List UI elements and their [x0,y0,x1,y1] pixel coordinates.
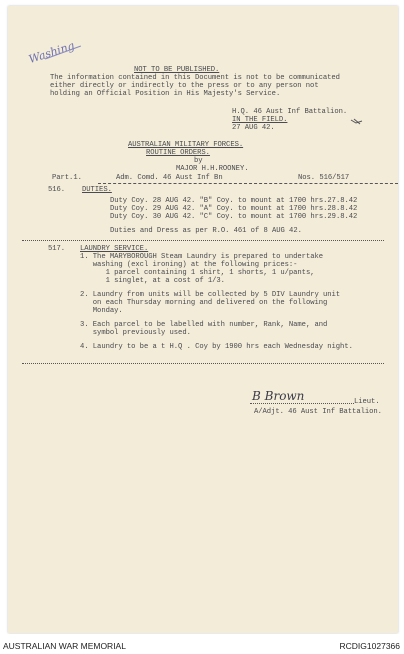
laundry-line-6: on each Thursday morning and delivered on the following [80,299,328,307]
laundry-line-5: 2. Laundry from units will be collected by 5 DIV Laundry unit [80,291,341,299]
signature-rule [250,403,354,404]
signature-role: A/Adjt. 46 Aust Inf Battalion. [254,408,382,416]
laundry-line-2: washing (excl ironing) at the following prices:- [80,261,298,269]
document-page [8,6,398,633]
duty-line-3: Duty Coy. 30 AUG 42. "C" Coy. to mount at 1700 hrs.29.8.42 [110,213,358,221]
item-516-number: 516. [48,186,66,194]
part-nos: Nos. 516/517 [298,174,350,182]
laundry-line-1: 1. The MARYBOROUGH Steam Laundry is prepared to undertake [80,253,324,261]
laundry-line-4: 1 singlet, at a cost of 1/3. [80,277,225,285]
part-label: Part.1. [52,174,82,182]
footer-institution: AUSTRALIAN WAR MEMORIAL [3,641,126,651]
laundry-line-10: 4. Laundry to be a t H.Q . Coy by 1900 hrs each Wednesday night. [80,343,353,351]
title-forces: AUSTRALIAN MILITARY FORCES. [128,141,244,149]
origin-date: 27 AUG 42. [232,124,275,132]
laundry-line-7: Monday. [80,307,123,315]
item-517-heading: LAUNDRY SERVICE. [80,245,149,253]
laundry-line-8: 3. Each parcel to be labelled with number, Rank, Name, and [80,321,328,329]
footer-record-id: RCDIG1027366 [339,641,400,651]
notice-line-3: holding an Official Position in His Majesty's Service. [50,90,281,98]
item-516-heading: DUTIES. [82,186,112,194]
notice-line-1: The information contained in this Document is not to be communicated [50,74,340,82]
part-adm: Adm. Comd. 46 Aust Inf Bn [116,174,223,182]
part-divider [98,183,398,184]
archive-footer [0,634,404,654]
origin-location: IN THE FIELD. [232,116,288,124]
handwritten-note: Washing [27,39,77,66]
laundry-line-9: symbol previously used. [80,329,191,337]
notice-line-2: either directly or indirectly to the press or to any person not [50,82,319,90]
signature-rank: Lieut. [354,398,380,406]
signature: B Brown [252,389,305,403]
duty-line-2: Duty Coy. 29 AUG 42. "A" Coy. to mount at 1700 hrs.28.8.42 [110,205,358,213]
title-by: by [194,157,203,165]
origin-unit: H.Q. 46 Aust Inf Battalion. [232,108,348,116]
laundry-line-3: 1 parcel containing 1 shirt, 1 shorts, 1 u/pants, [80,269,315,277]
duty-line-1: Duty Coy. 28 AUG 42. "B" Coy. to mount at 1700 hrs.27.8.42 [110,197,358,205]
section-divider-1 [22,240,384,241]
pen-mark-icon [350,118,363,125]
duty-dress: Duties and Dress as per R.O. 461 of 8 AUG 42. [110,227,302,235]
title-commander: MAJOR H.H.ROONEY. [176,165,249,173]
item-517-number: 517. [48,245,66,253]
restriction-heading: NOT TO BE PUBLISHED. [134,66,220,74]
section-divider-2 [22,363,384,364]
title-orders: ROUTINE ORDERS. [146,149,210,157]
